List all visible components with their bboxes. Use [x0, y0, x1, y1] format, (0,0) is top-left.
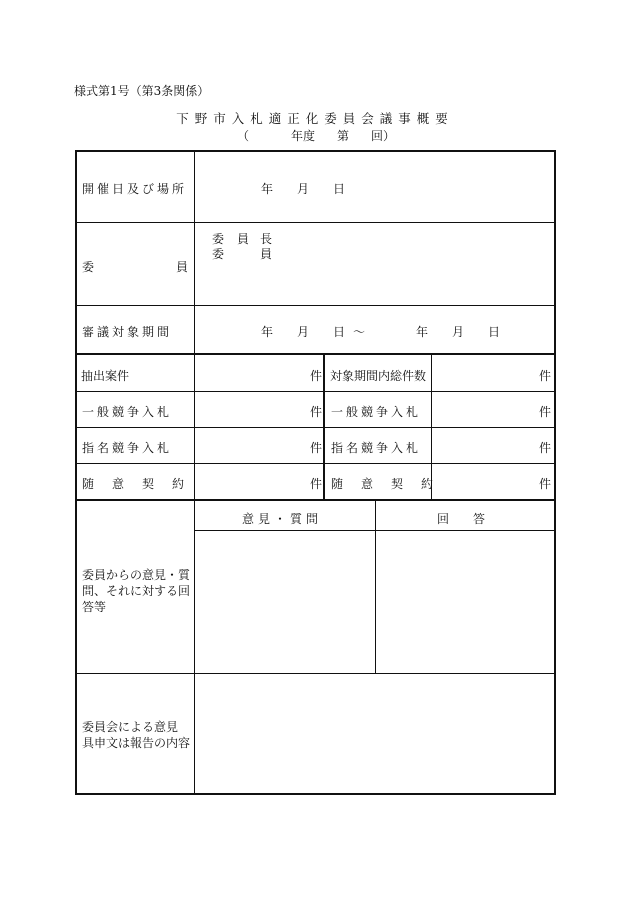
count-row-4-left-unit: 件 — [310, 477, 323, 491]
count-row-1-left-label: 抽出案件 — [81, 369, 130, 383]
period-start-year: 年 — [261, 325, 274, 339]
count-row-1-right-unit: 件 — [539, 369, 552, 383]
qa-label-line-3: 答等 — [82, 600, 107, 614]
meeting-date-place-label: 開催日及び場所 — [82, 182, 188, 196]
period-start-month: 月 — [297, 325, 310, 339]
count-row-3-left-label: 指名競争入札 — [82, 441, 173, 455]
meeting-day: 日 — [333, 182, 346, 196]
chair-char-3: 長 — [260, 232, 273, 246]
fy-kai-label: 回） — [371, 129, 396, 143]
fiscal-year-line — [0, 127, 630, 143]
count-row-2-right-unit: 件 — [539, 405, 552, 419]
review-period-label: 審議対象期間 — [82, 325, 173, 339]
fy-open-paren: （ — [237, 129, 250, 143]
period-end-year: 年 — [416, 325, 429, 339]
count-row-4-right-unit: 件 — [539, 477, 552, 491]
count-row-4-right-label: 随意契約 — [331, 477, 452, 491]
members-label-1: 委 — [82, 260, 95, 274]
count-row-2-left-unit: 件 — [310, 405, 323, 419]
chair-char-2: 員 — [237, 232, 250, 246]
period-end-day: 日 — [488, 325, 501, 339]
report-content-area[interactable] — [196, 675, 553, 792]
count-row-2-right-label: 一般競争入札 — [331, 405, 422, 419]
count-row-3-left-unit: 件 — [310, 441, 323, 455]
period-start-day: 日 — [333, 325, 346, 339]
count-row-2-left-label: 一般競争入札 — [82, 405, 173, 419]
period-end-month: 月 — [452, 325, 465, 339]
member-char-1: 委 — [212, 247, 225, 261]
meeting-year: 年 — [261, 182, 274, 196]
count-row-3-right-unit: 件 — [539, 441, 552, 455]
qa-question-area[interactable] — [196, 532, 374, 672]
count-row-4-left-label: 随意契約 — [82, 477, 203, 491]
chair-char-1: 委 — [212, 232, 225, 246]
qa-answer-area[interactable] — [377, 532, 553, 672]
qa-label-line-2: 問、それに対する回 — [82, 584, 191, 598]
count-row-1-right-label: 対象期間内総件数 — [330, 369, 427, 383]
fy-year-label: 年度 — [291, 129, 316, 143]
fy-dai-label: 第 — [337, 129, 350, 143]
document-title: 下野市入札適正化委員会議事概要 — [176, 111, 454, 126]
qa-answer-header: 回 答 — [437, 512, 486, 526]
members-label-2: 員 — [176, 260, 189, 274]
count-row-1-left-unit: 件 — [310, 369, 323, 383]
report-label-line-2: 具申文は報告の内容 — [82, 736, 191, 750]
count-row-3-right-label: 指名競争入札 — [331, 441, 422, 455]
member-char-2: 員 — [260, 247, 273, 261]
qa-question-header: 意見・質問 — [242, 512, 323, 526]
meeting-month: 月 — [297, 182, 310, 196]
qa-label-line-1: 委員からの意見・質 — [82, 568, 191, 582]
form-number-label: 様式第1号（第3条関係） — [74, 84, 210, 98]
period-tilde: 〜 — [353, 325, 366, 339]
report-label-line-1: 委員会による意見 — [82, 720, 179, 734]
